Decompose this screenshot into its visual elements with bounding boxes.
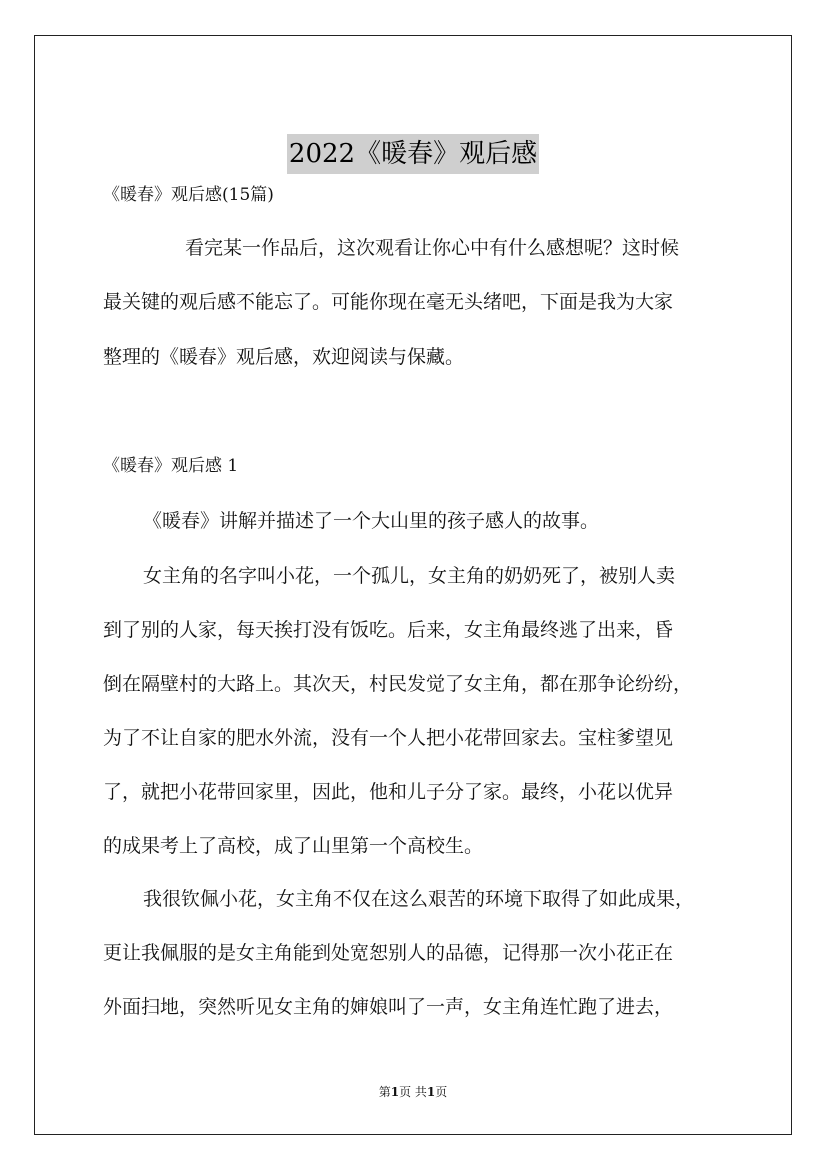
body-line: 到了别的人家，每天挨打没有饭吃。后来，女主角最终逃了出来，昏 [103,619,674,641]
section-heading: 《暖春》观后感 1 [103,456,239,476]
document-subtitle: 《暖春》观后感(15篇) [103,185,274,205]
footer-page-number: 1 [390,1085,400,1099]
intro-line: 最关键的观后感不能忘了。可能你现在毫无头绪吧，下面是我为大家 [103,291,674,313]
intro-line: 整理的《暖春》观后感，欢迎阅读与保藏。 [103,346,465,368]
body-line: 更让我佩服的是女主角能到处宽恕别人的品德，记得那一次小花正在 [103,942,674,964]
body-line: 了，就把小花带回家里，因此，他和儿子分了家。最终，小花以优异 [103,781,674,803]
footer-prefix: 第 [378,1085,391,1099]
page-footer [35,1083,791,1100]
document-page [34,35,792,1135]
footer-page-suffix: 页 共 [399,1085,427,1099]
body-line: 为了不让自家的肥水外流，没有一个人把小花带回家去。宝柱爹望见 [103,727,674,749]
body-line: 的成果考上了高校，成了山里第一个高校生。 [103,835,484,857]
footer-total-suffix: 页 [435,1085,448,1099]
footer-total-pages: 1 [426,1085,436,1099]
body-line: 《暖春》讲解并描述了一个大山里的孩子感人的故事。 [143,510,600,532]
body-line: 倒在隔壁村的大路上。其次天，村民发觉了女主角，都在那争论纷纷， [103,673,693,695]
title-container [35,134,791,174]
document-title: 2022《暖春》观后感 [287,134,539,174]
intro-line: 看完某一作品后，这次观看让你心中有什么感想呢？这时候 [185,237,680,259]
body-line: 女主角的名字叫小花，一个孤儿，女主角的奶奶死了，被别人卖 [143,565,676,587]
body-line: 我很钦佩小花，女主角不仅在这么艰苦的环境下取得了如此成果， [143,888,695,910]
body-line: 外面扫地，突然听见女主角的婶娘叫了一声，女主角连忙跑了进去， [103,996,674,1018]
